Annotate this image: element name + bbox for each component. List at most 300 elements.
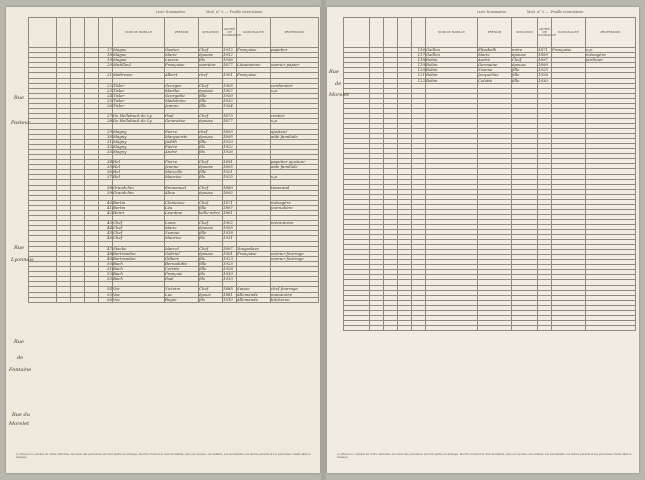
cell-num: 29	[99, 129, 113, 134]
column-header: ANNÉE DE NAISSANCE	[223, 18, 237, 48]
column-header: NATIONALITÉ	[237, 18, 271, 48]
cell-prof	[586, 325, 636, 330]
cell-prof: manœuvre	[271, 292, 319, 297]
cell-rel: fille	[199, 139, 223, 144]
column-header: PROFESSION	[271, 18, 319, 48]
cell-num: 55	[99, 292, 113, 297]
cell-rel: Chef	[199, 83, 223, 88]
census-table-left	[28, 17, 319, 303]
cell-year: 1897	[538, 58, 552, 63]
cell-num: 36	[99, 170, 113, 175]
street-label: Fontaine	[9, 367, 32, 373]
cell-blank	[57, 297, 71, 302]
cell-name: Tisler	[113, 98, 165, 103]
cell-year: 1901	[223, 73, 237, 78]
cell-name: Chef	[113, 226, 165, 231]
cell-rel: épouse	[199, 53, 223, 58]
cell-prof: mécanicien	[271, 221, 319, 226]
cell-rel: Chef	[199, 221, 223, 226]
column-header	[384, 18, 398, 48]
cell-name: Grandchin	[113, 190, 165, 195]
cell-year: 1891	[223, 160, 237, 165]
table-row	[29, 297, 319, 302]
cell-rel: fils	[199, 175, 223, 180]
footnote: (1) Placer ici, suivant un ordre uniforme, les noms des personnes qui font partie du ménage. Inscrire d'abord le chef de famille, puis son épouse, ses enfants, ses ascendants, les autres parents et les personnes vivant dans le ménage.	[16, 453, 311, 459]
cell-first: Gilbert	[165, 256, 199, 261]
cell-first: Yvonne	[478, 68, 512, 73]
cell-num: 43	[99, 221, 113, 226]
cell-rel: épouse	[199, 226, 223, 231]
cell-blank	[384, 325, 398, 330]
cell-nat	[552, 325, 586, 330]
cell-num: 45	[99, 231, 113, 236]
column-header	[344, 18, 370, 48]
cell-name: Tisler	[113, 104, 165, 109]
cell-name: Bertrandon	[113, 256, 165, 261]
cell-first: Pierre	[165, 144, 199, 149]
street-label: Pasteur	[11, 120, 31, 126]
cell-year: 1899	[538, 53, 552, 58]
page-header-right: Mod. n° 3. — Feuille intercalaire.	[206, 10, 264, 14]
cell-first: François	[165, 272, 199, 277]
cell-year: 1926	[223, 149, 237, 154]
cell-name: Bertin	[113, 200, 165, 205]
cell-first: Marie	[165, 226, 199, 231]
cell-num: 37	[99, 175, 113, 180]
cell-name: Tisler	[113, 83, 165, 88]
cell-year: 1893	[223, 129, 237, 134]
cell-prof: tisserand	[271, 185, 319, 190]
cell-year: 1923	[223, 256, 237, 261]
cell-rel: mère	[512, 48, 538, 53]
cell-nat: Française	[237, 73, 271, 78]
cell-name: Magny	[113, 149, 165, 154]
cell-prof: s.p.	[271, 175, 319, 180]
column-header	[398, 18, 412, 48]
cell-num: 25	[99, 98, 113, 103]
street-label: de	[335, 81, 342, 87]
cell-prof: rentier	[271, 114, 319, 119]
cell-name: Vaz	[113, 297, 165, 302]
cell-nat: Française	[237, 251, 271, 256]
cell-first: Maurice	[165, 236, 199, 241]
column-header: PRÉNOM	[478, 18, 512, 48]
cell-name: Vaz	[113, 292, 165, 297]
cell-num: 30	[99, 134, 113, 139]
cell-year: 1899	[538, 63, 552, 68]
cell-first: Judith	[165, 139, 199, 144]
cell-first: Jeanne	[165, 104, 199, 109]
cell-year: 1933	[223, 277, 237, 282]
cell-year: 1905	[223, 226, 237, 231]
cell-year: 1905	[223, 83, 237, 88]
cell-num: 51	[99, 267, 113, 272]
cell-num: 31	[99, 139, 113, 144]
cell-year: 1897	[223, 246, 237, 251]
cell-first: Clémence	[165, 200, 199, 205]
cell-num: 18	[99, 53, 113, 58]
cell-num: 38	[99, 185, 113, 190]
cell-prof: s.p.	[271, 119, 319, 124]
page-header-right: Mod. n° 3. — Feuille intercalaire.	[527, 10, 585, 14]
cell-name: Magne	[113, 48, 165, 53]
cell-first: Germaine	[478, 63, 512, 68]
cell-first: Georges	[165, 83, 199, 88]
cell-num: 35	[99, 165, 113, 170]
cell-num: 120	[412, 68, 426, 73]
cell-name: Henri	[113, 211, 165, 216]
cell-first: Jeanne	[165, 165, 199, 170]
cell-first: Marguerite	[165, 134, 199, 139]
cell-rel: fille	[199, 104, 223, 109]
cell-name: Vaz	[113, 287, 165, 292]
binding-gutter	[321, 0, 326, 480]
cell-year: 1877	[223, 119, 237, 124]
cell-first: Louis	[165, 221, 199, 226]
cell-name: Bach	[113, 267, 165, 272]
cell-year: 1912	[223, 48, 237, 53]
cell-first	[478, 325, 512, 330]
cell-rel: fils	[199, 236, 223, 241]
cell-nat: Suisse	[237, 287, 271, 292]
cell-num: 40	[99, 200, 113, 205]
column-header: SITUATION	[512, 18, 538, 48]
street-label: Rue du	[12, 412, 30, 418]
cell-rel: Chef	[199, 160, 223, 165]
cell-rel: fille	[199, 267, 223, 272]
cell-year: 1928	[538, 73, 552, 78]
cell-prof: ménagère	[271, 200, 319, 205]
page-header-left: Liste Nominative	[477, 10, 507, 14]
cell-rel	[512, 325, 538, 330]
cell-num: 52	[99, 272, 113, 277]
cell-prof: cordonnier	[271, 83, 319, 88]
cell-prof: aide familiale	[271, 165, 319, 170]
cell-name: De Hellebuck de Ly	[113, 114, 165, 119]
cell-num: 24	[99, 93, 113, 98]
cell-first: Lucien	[165, 58, 199, 63]
cell-first: Paul	[165, 277, 199, 282]
cell-first: Luc	[165, 292, 199, 297]
census-table-right	[343, 17, 636, 331]
cell-rel: fille	[199, 170, 223, 175]
cell-year: 1912	[223, 53, 237, 58]
cell-nat: Lituanienne	[237, 63, 271, 68]
cell-nat: Allemande	[237, 297, 271, 302]
cell-year: 1930	[223, 272, 237, 277]
cell-year: 1885	[223, 287, 237, 292]
street-label: Rue	[14, 339, 24, 345]
cell-year: 1931	[223, 236, 237, 241]
cell-blank	[370, 325, 384, 330]
cell-num: 39	[99, 190, 113, 195]
left-register-page	[6, 7, 320, 473]
cell-prof: bûcheron	[271, 297, 319, 302]
cell-rel: épouse	[199, 165, 223, 170]
cell-year: 1925	[223, 261, 237, 266]
cell-num: 46	[99, 236, 113, 241]
cell-num: 20	[99, 63, 113, 68]
cell-num: 17	[99, 48, 113, 53]
cell-name: Magny	[113, 129, 165, 134]
cell-name: Maîtresse	[113, 73, 165, 78]
column-header	[71, 18, 85, 48]
street-label: Morelet	[9, 421, 30, 427]
cell-first: Marcelle	[165, 170, 199, 175]
street-label: Lyonnais	[11, 257, 34, 263]
cell-name: Robin	[426, 73, 478, 78]
cell-num: 116	[412, 48, 426, 53]
cell-rel: chef	[199, 129, 223, 134]
cell-year: 1925	[223, 175, 237, 180]
cell-first: Madeleine	[165, 98, 199, 103]
cell-name: Magny	[113, 144, 165, 149]
cell-prof: aide familiale	[271, 134, 319, 139]
cell-prof: ouvrier papier	[271, 63, 319, 68]
cell-rel: fille	[199, 205, 223, 210]
cell-first: Albert	[165, 73, 199, 78]
cell-name: Gaillon	[426, 48, 478, 53]
cell-name: Magne	[113, 58, 165, 63]
cell-num: 32	[99, 144, 113, 149]
cell-name: De Hellebuck de Ly	[113, 119, 165, 124]
cell-num: 27	[99, 114, 113, 119]
cell-first: André	[478, 58, 512, 63]
cell-first: Gaston	[165, 48, 199, 53]
cell-year: 1895	[223, 165, 237, 170]
cell-year: 1910	[223, 297, 237, 302]
cell-rel: Chef	[199, 246, 223, 251]
cell-rel: fils	[199, 272, 223, 277]
cell-num: 42	[99, 211, 113, 216]
cell-year: 1877	[223, 63, 237, 68]
cell-rel: épouse	[199, 251, 223, 256]
street-label: Rue	[14, 245, 24, 251]
column-header: NATIONALITÉ	[552, 18, 586, 48]
column-header	[85, 18, 99, 48]
column-header: NOM DE FAMILLE	[426, 18, 478, 48]
cell-first: Gabriel	[165, 251, 199, 256]
cell-num: 23	[99, 88, 113, 93]
cell-name: Hel	[113, 165, 165, 170]
cell-prof: ouvrier fourrage	[271, 256, 319, 261]
cell-first: Léontine	[165, 211, 199, 216]
cell-year: 1930	[538, 78, 552, 83]
cell-year: 1889	[223, 185, 237, 190]
street-label: Morelet	[329, 92, 350, 98]
cell-year: 1897	[223, 205, 237, 210]
street-label: de	[17, 355, 24, 361]
cell-first: Pierre	[165, 160, 199, 165]
cell-first: Jacqueline	[478, 73, 512, 78]
cell-name: Hel	[113, 175, 165, 180]
cell-num: 21	[99, 73, 113, 78]
cell-nat: Française	[552, 48, 586, 53]
cell-rel: Chef	[199, 114, 223, 119]
cell-year: 1901	[223, 251, 237, 256]
cell-num: 49	[99, 256, 113, 261]
cell-name: Bertin	[113, 205, 165, 210]
cell-nat: Française	[237, 48, 271, 53]
cell-rel: épouse	[512, 53, 538, 58]
cell-name: Bach	[113, 277, 165, 282]
cell-name: Bach	[113, 261, 165, 266]
cell-rel: fille	[199, 231, 223, 236]
cell-year: 1881	[223, 292, 237, 297]
cell-num: 121	[412, 73, 426, 78]
cell-rel: fils	[199, 277, 223, 282]
cell-first: Marthe	[165, 88, 199, 93]
cell-name: Magny	[113, 139, 165, 144]
cell-rel: épouse	[199, 88, 223, 93]
cell-year: 1934	[223, 104, 237, 109]
cell-first: Pierre	[165, 129, 199, 134]
cell-prof: chef fourrage	[271, 287, 319, 292]
cell-rel: époux	[199, 292, 223, 297]
cell-num: 122	[412, 78, 426, 83]
cell-rel: épouse	[199, 119, 223, 124]
cell-prof: papetier	[271, 48, 319, 53]
cell-first: André	[165, 149, 199, 154]
cell-num: 19	[99, 58, 113, 63]
cell-rel: fils	[199, 149, 223, 154]
cell-year: 1936	[223, 58, 237, 63]
column-header	[370, 18, 384, 48]
cell-num: 41	[99, 205, 113, 210]
cell-prof: papetier ajusteur	[271, 160, 319, 165]
cell-rel: fille	[199, 93, 223, 98]
cell-name: Robin	[426, 58, 478, 63]
cell-name: Robin	[426, 78, 478, 83]
cell-rel: Chef	[199, 200, 223, 205]
cell-name: Robin	[426, 68, 478, 73]
cell-rel: ouvrière	[199, 63, 223, 68]
cell-rel: chef	[199, 73, 223, 78]
cell-rel: fils	[199, 58, 223, 63]
cell-first: Maurice	[165, 175, 199, 180]
cell-num: 47	[99, 246, 113, 251]
cell-year	[538, 325, 552, 330]
cell-year: 1928	[223, 267, 237, 272]
cell-num: 44	[99, 226, 113, 231]
cell-blank	[29, 297, 57, 302]
cell-name: Tisler	[113, 88, 165, 93]
cell-prof: ménagère	[586, 53, 636, 58]
cell-first: Geneviève	[165, 119, 199, 124]
cell-rel: fils	[199, 256, 223, 261]
cell-num	[412, 325, 426, 330]
cell-first: Marcel	[165, 246, 199, 251]
cell-first: Elisabeth	[478, 48, 512, 53]
cell-name: Chef	[113, 236, 165, 241]
cell-year: 1895	[223, 134, 237, 139]
cell-nat: Allemande	[237, 292, 271, 297]
cell-rel: Chef	[512, 58, 538, 63]
cell-blank	[85, 297, 99, 302]
column-header: PROFESSION	[586, 18, 636, 48]
cell-name: Robin	[426, 63, 478, 68]
table-row	[344, 325, 636, 330]
cell-year: 1861	[223, 211, 237, 216]
cell-num: 118	[412, 58, 426, 63]
cell-rel: fille	[512, 73, 538, 78]
cell-name: Stacke	[113, 246, 165, 251]
cell-nat: Yougoslave	[237, 246, 271, 251]
cell-first: Paul	[165, 114, 199, 119]
cell-num: 54	[99, 287, 113, 292]
cell-num: 48	[99, 251, 113, 256]
cell-name	[426, 325, 478, 330]
column-header	[29, 18, 57, 48]
cell-prof: jardinier	[586, 58, 636, 63]
cell-rel: épouse	[199, 134, 223, 139]
cell-year: 1932	[223, 98, 237, 103]
cell-year: 1871	[538, 48, 552, 53]
cell-year: 1902	[223, 221, 237, 226]
cell-num: 56	[99, 297, 113, 302]
cell-year: 1928	[223, 231, 237, 236]
column-header	[99, 18, 113, 48]
cell-name: Chef	[113, 221, 165, 226]
cell-num: 119	[412, 63, 426, 68]
cell-num: 53	[99, 277, 113, 282]
cell-first: Colette	[478, 78, 512, 83]
cell-name: Bertrandon	[113, 251, 165, 256]
cell-name: Magne	[113, 53, 165, 58]
cell-blank	[71, 297, 85, 302]
cell-blank	[398, 325, 412, 330]
cell-rel: épouse	[199, 190, 223, 195]
cell-rel: fils	[199, 144, 223, 149]
cell-num: 34	[99, 160, 113, 165]
cell-name: Tisler	[113, 93, 165, 98]
cell-rel: fille	[512, 78, 538, 83]
cell-prof: s.p.	[586, 48, 636, 53]
cell-year: 1925	[538, 68, 552, 73]
cell-first: Victoire	[165, 287, 199, 292]
cell-first: Marie	[478, 53, 512, 58]
street-label: Rue	[329, 69, 339, 75]
cell-first: Georgette	[165, 93, 199, 98]
cell-first: Colette	[165, 267, 199, 272]
footnote: (1) Placer ici, suivant un ordre uniforme, les noms des personnes qui font partie du ménage. Inscrire d'abord le chef de famille, puis son épouse, ses enfants, ses ascendants, les autres parents et les personnes vivant dans le ménage.	[337, 453, 632, 459]
cell-name: Mutilleul	[113, 63, 165, 68]
cell-num: 28	[99, 119, 113, 124]
cell-rel: fille	[512, 68, 538, 73]
cell-prof: journalière	[271, 205, 319, 210]
cell-year: 1920	[223, 139, 237, 144]
cell-rel: Chef	[199, 185, 223, 190]
cell-name: Bach	[113, 272, 165, 277]
cell-name: Magny	[113, 134, 165, 139]
cell-rel: Chef	[199, 287, 223, 292]
cell-prof: ajusteur	[271, 129, 319, 134]
cell-first: Roger	[165, 297, 199, 302]
cell-year: 1873	[223, 114, 237, 119]
cell-prof: s.p.	[271, 88, 319, 93]
column-header: ANNÉE DE NAISSANCE	[538, 18, 552, 48]
cell-num: 117	[412, 53, 426, 58]
cell-year: 1892	[223, 190, 237, 195]
column-header: SITUATION	[199, 18, 223, 48]
cell-name: Grandchin	[113, 185, 165, 190]
cell-year: 1922	[223, 144, 237, 149]
cell-rel: fille	[199, 261, 223, 266]
cell-first: Françoise	[165, 63, 199, 68]
cell-first: Emmanuel	[165, 185, 199, 190]
cell-year: 1921	[223, 170, 237, 175]
column-header: NOM DE FAMILLE	[113, 18, 165, 48]
